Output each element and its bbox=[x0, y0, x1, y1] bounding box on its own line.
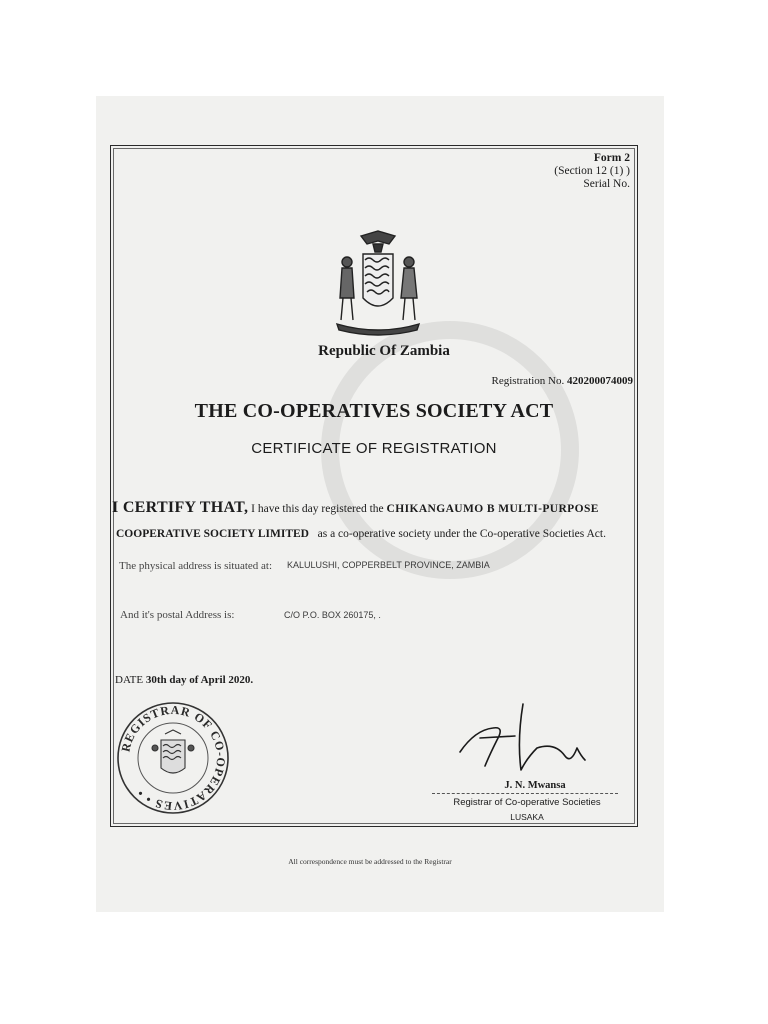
registration-value: 420200074009 bbox=[567, 375, 633, 387]
society-line bbox=[116, 528, 606, 540]
postal-address-value: C/O P.O. BOX 260175, . bbox=[284, 610, 381, 620]
form-number: Form 2 bbox=[593, 152, 630, 164]
signer-title: Registrar of Co-operative Societies bbox=[453, 797, 601, 808]
registration-number bbox=[492, 375, 633, 387]
registration-label: Registration No. bbox=[491, 375, 565, 387]
physical-address-value: KALULUSHI, COPPERBELT PROVINCE, ZAMBIA bbox=[287, 560, 490, 570]
certify-statement bbox=[112, 499, 632, 517]
correspondence-note: All correspondence must be addressed to the Registrar bbox=[288, 857, 452, 866]
date-label: DATE bbox=[115, 674, 144, 686]
svg-text:REGISTRAR OF CO-OPERATIVES • •: REGISTRAR OF CO-OPERATIVES • • bbox=[118, 702, 229, 814]
act-title: THE CO-OPERATIVES SOCIETY ACT bbox=[194, 400, 554, 422]
signer-name: J. N. Mwansa bbox=[504, 780, 566, 791]
form-reference bbox=[554, 152, 630, 191]
certify-lead: I CERTIFY THAT, bbox=[112, 499, 249, 516]
postal-address-label: And it's postal Address is: bbox=[120, 609, 235, 621]
physical-address-label: The physical address is situated at: bbox=[119, 560, 273, 572]
registrar-seal-icon bbox=[115, 700, 231, 816]
coat-of-arms-icon bbox=[323, 228, 433, 338]
signer-city: LUSAKA bbox=[510, 812, 544, 822]
date-value: 30th day of April 2020. bbox=[145, 674, 254, 686]
society-name-part2: COOPERATIVE SOCIETY LIMITED bbox=[116, 528, 309, 540]
signature-icon bbox=[445, 700, 605, 780]
country-name: Republic Of Zambia bbox=[318, 343, 450, 359]
society-suffix: as a co-operative society under the Co-operative Societies Act. bbox=[317, 528, 606, 540]
form-section: (Section 12 (1) ) bbox=[554, 165, 630, 177]
certify-text: I have this day registered the bbox=[251, 503, 384, 515]
serial-number-label: Serial No. bbox=[583, 178, 630, 190]
signature-rule bbox=[432, 793, 618, 794]
certificate-title: CERTIFICATE OF REGISTRATION bbox=[251, 440, 497, 457]
issue-date bbox=[115, 674, 253, 686]
society-name-part1: CHIKANGAUMO B MULTI-PURPOSE bbox=[386, 503, 599, 515]
